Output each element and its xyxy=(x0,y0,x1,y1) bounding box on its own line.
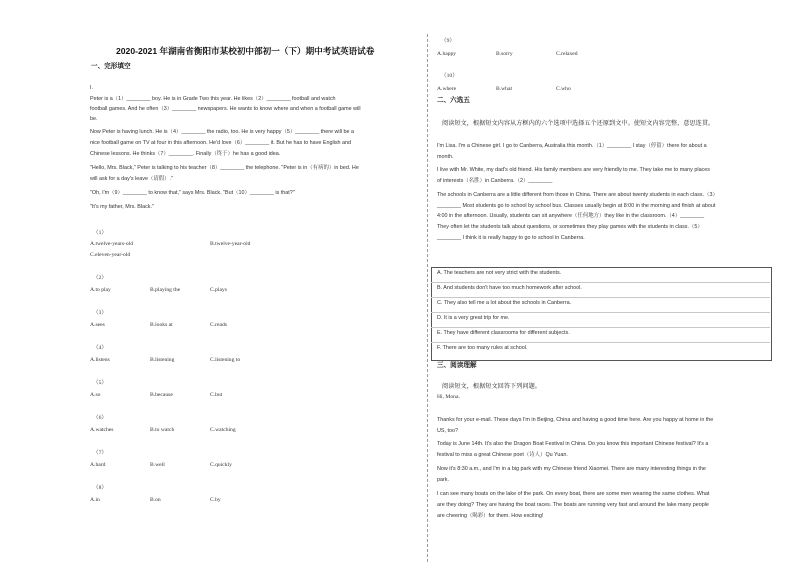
question-number: （9） xyxy=(441,38,455,44)
cloze-line: football games. And he often（3）________ newspapers. He wants to know where and when a football game will xyxy=(90,106,361,112)
option-a[interactable]: A.to play xyxy=(90,287,111,293)
option-c[interactable]: C.but xyxy=(210,392,223,398)
box-option-e[interactable]: E. They have different classrooms for different subjects. xyxy=(437,330,570,336)
reading-instruction: 阅读短文，根据短文回答下列问题。 xyxy=(442,383,541,390)
box-rule xyxy=(431,342,770,343)
question-number: （1） xyxy=(93,230,107,236)
option-b[interactable]: B.looks at xyxy=(150,322,173,328)
box-option-d[interactable]: D. It is a very great trip for me. xyxy=(437,315,510,321)
passage-line: I'm Lisa. I'm a Chinese girl. I go to Canberra, Australia this month.（1）________ I stay（停留）there for about a xyxy=(437,143,707,149)
option-c[interactable]: C.who xyxy=(556,86,571,92)
question-number: （10） xyxy=(441,73,458,79)
box-rule xyxy=(431,297,770,298)
passage-line: The schools in Canberra are a little different from those in China. There are about twenty students in each class.（3） xyxy=(437,192,718,198)
letter-greeting: Hi, Mona. xyxy=(437,394,460,400)
option-b[interactable]: B.playing the xyxy=(150,287,181,293)
reading-line: are they doing? They are having the boat races. The boats are running very fast and around the lake many people xyxy=(437,502,709,508)
question-number: （5） xyxy=(93,380,107,386)
option-b[interactable]: B.to watch xyxy=(150,427,175,433)
reading-line: Now it's 8:30 a.m., and I'm in a big park with my Chinese friend Xiaomei. There are many interesting things in the xyxy=(437,466,706,472)
column-divider xyxy=(427,34,428,562)
cloze-line: be. xyxy=(90,116,98,122)
left-column xyxy=(88,0,418,562)
option-b[interactable]: B.because xyxy=(150,392,173,398)
option-b[interactable]: B.on xyxy=(150,497,161,503)
question-number: （8） xyxy=(93,485,107,491)
passage-line: They often let the students talk about questions, or sometimes they play games with the students in class.（5） xyxy=(437,224,703,230)
cloze-line: "Oh, I'm（9）________ to know that," says Mrs. Black. "But（10）________ is that?" xyxy=(90,190,295,196)
option-c[interactable]: C.by xyxy=(210,497,221,503)
section-reading-heading: 三、阅读理解 xyxy=(437,362,477,369)
reading-line: I can see many boats on the lake of the park. On every boat, there are some men wearing the same clothes. What xyxy=(437,491,710,497)
passage-line: ________ Most students go to school by school bus. Classes usually begin at 8:00 in the morning and finish at about xyxy=(437,203,716,209)
option-b[interactable]: B.what xyxy=(496,86,513,92)
reading-line: park. xyxy=(437,477,449,483)
section-six-choose-five-heading: 二、六选五 xyxy=(437,97,470,104)
option-a[interactable]: A.in xyxy=(90,497,100,503)
cloze-line: Peter is a（1）________ boy. He is in Grade Two this year. He likes（2）________ football and watch xyxy=(90,96,336,102)
option-b[interactable]: B.twelve-year-old xyxy=(210,241,251,247)
box-option-a[interactable]: A. The teachers are not very strict with the students. xyxy=(437,270,562,276)
box-option-f[interactable]: F. There are too many rules at school. xyxy=(437,345,528,351)
reading-line: are cheering（喝彩）for them. How exciting! xyxy=(437,513,544,519)
box-option-b[interactable]: B. And students don't have too much homework after school. xyxy=(437,285,582,291)
option-a[interactable]: A.hard xyxy=(90,462,106,468)
reading-line: Thanks for your e-mail. These days I'm in Beijing, China and having a good time here. Are you happy at home in the xyxy=(437,417,714,423)
passage-line: of interests（名胜）in Canberra.（2）________ xyxy=(437,178,553,184)
box-rule xyxy=(431,327,770,328)
page-title: 2020-2021 年湖南省衡阳市某校初中部初一（下）期中考试英语试卷 xyxy=(116,46,375,56)
question-number: （2） xyxy=(93,275,107,281)
option-a[interactable]: A.happy xyxy=(437,51,457,57)
cloze-line: Now Peter is having lunch. He is（4）________ the radio, too. He is very happy（5）________ there will be a xyxy=(90,129,354,135)
cloze-line: Chinese lessons. He thinks（7）________. Finally（终于）he has a good idea. xyxy=(90,151,281,157)
option-a[interactable]: A.where xyxy=(437,86,457,92)
option-a[interactable]: A.listens xyxy=(90,357,110,363)
box-rule xyxy=(431,312,770,313)
reading-line: US, too? xyxy=(437,428,458,434)
option-b[interactable]: B.well xyxy=(150,462,165,468)
question-number: （3） xyxy=(93,310,107,316)
question-number: （7） xyxy=(93,450,107,456)
option-a[interactable]: A.watches xyxy=(90,427,114,433)
reading-line: festival to miss a great Chinese poet（诗人）Qu Yuan. xyxy=(437,452,568,458)
option-a[interactable]: A.sees xyxy=(90,322,105,328)
question-number: （4） xyxy=(93,345,107,351)
cloze-roman-numeral: I. xyxy=(90,85,93,91)
option-c[interactable]: C.quickly xyxy=(210,462,232,468)
reading-line: Today is June 14th. It's also the Dragon Boat Festival in China. Do you know this important Chinese festival? It's a xyxy=(437,441,709,447)
option-c[interactable]: C.relaxed xyxy=(556,51,578,57)
passage-line: month. xyxy=(437,154,454,160)
cloze-line: will ask for a day's leave（请假）." xyxy=(90,176,173,182)
option-c[interactable]: C.plays xyxy=(210,287,227,293)
option-c[interactable]: C.reads xyxy=(210,322,227,328)
cloze-line: nice football game on TV at four in this afternoon. He'd love（6）________ it. But he has to have English and xyxy=(90,140,352,146)
option-a[interactable]: A.so xyxy=(90,392,101,398)
box-option-c[interactable]: C. They also tell me a lot about the schools in Canberra. xyxy=(437,300,572,306)
question-number: （6） xyxy=(93,415,107,421)
option-c[interactable]: C.listening to xyxy=(210,357,241,363)
box-rule xyxy=(431,282,770,283)
passage-line: 4:00 in the afternoon. Usually, students can sit anywhere（任何地方）they like in the classroom.（4）________ xyxy=(437,213,705,219)
cloze-line: "Hello, Mrs. Black," Peter is talking to his teacher（8）________ the telephone. "Peter is in（有病的）in bed. He xyxy=(90,165,359,171)
option-b[interactable]: B.listening xyxy=(150,357,175,363)
option-b[interactable]: B.sorry xyxy=(496,51,513,57)
option-c[interactable]: C.watching xyxy=(210,427,236,433)
option-c[interactable]: C.eleven-year-old xyxy=(90,252,131,258)
passage-line: I live with Mr. White, my dad's old friend. His family members are very friendly to me. They take me to many places xyxy=(437,167,710,173)
six-choose-five-instruction: 阅读短文，根据短文内容从方框内的六个选项中选择五个还原到文中。使短文内容完整、意思连贯。 xyxy=(442,120,715,127)
option-a[interactable]: A.twelve-years-old xyxy=(90,241,134,247)
passage-line: ________ I think it is really happy to go to school in Canberra. xyxy=(437,235,585,241)
cloze-line: "It's my father, Mrs. Black." xyxy=(90,204,154,210)
section-cloze-heading: 一、完形填空 xyxy=(91,63,131,70)
